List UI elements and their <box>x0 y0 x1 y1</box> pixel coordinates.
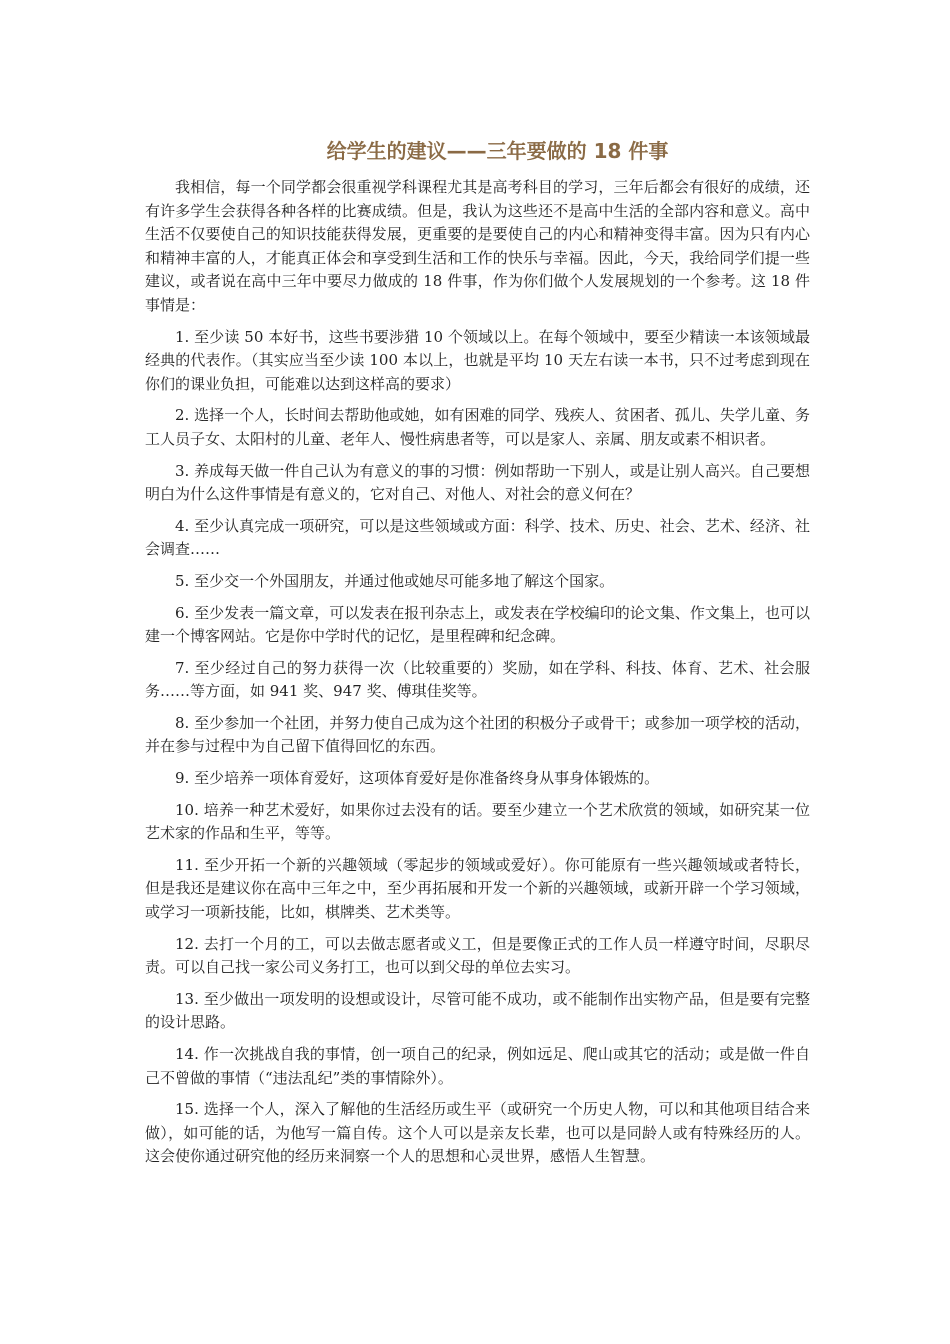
list-item: 10. 培养一种艺术爱好，如果你过去没有的话。要至少建立一个艺术欣赏的领域，如研究某一位艺术家的作品和生平，等等。 <box>145 800 810 843</box>
list-item: 2. 选择一个人，长时间去帮助他或她，如有困难的同学、残疾人、贫困者、孤儿、失学儿童、务工人员子女、太阳村的儿童、老年人、慢性病患者等，可以是家人、亲属、朋友或素不相识者。 <box>145 406 810 448</box>
items-list <box>145 326 810 1169</box>
list-item: 4. 至少认真完成一项研究，可以是这些领域或方面：科学、技术、历史、社会、艺术、经济、社会调查…… <box>145 516 810 559</box>
list-item: 3. 养成每天做一件自己认为有意义的事的习惯：例如帮助一下别人，或是让别人高兴。自己要想明白为什么这件事情是有意义的，它对自己、对他人、对社会的意义何在？ <box>145 461 810 504</box>
list-item: 6. 至少发表一篇文章，可以发表在报刊杂志上，或发表在学校编印的论文集、作文集上，也可以建一个博客网站。它是你中学时代的记忆，是里程碑和纪念碑。 <box>145 603 810 646</box>
list-item: 5. 至少交一个外国朋友，并通过他或她尽可能多地了解这个国家。 <box>175 571 615 590</box>
list-item: 9. 至少培养一项体育爱好，这项体育爱好是你准备终身从事身体锻炼的。 <box>175 769 660 788</box>
document-title: 给学生的建议——三年要做的 18 件事 <box>326 139 669 163</box>
list-item: 12. 去打一个月的工，可以去做志愿者或义工，但是要像正式的工作人员一样遵守时间，尽职尽责。可以自己找一家公司义务打工，也可以到父母的单位去实习。 <box>145 934 810 977</box>
list-item: 13. 至少做出一项发明的设想或设计，尽管可能不成功，或不能制作出实物产品，但是要有完整的设计思路。 <box>145 989 810 1032</box>
intro-paragraph: 我相信，每一个同学都会很重视学科课程尤其是高考科目的学习，三年后都会有很好的成绩，还有许多学生会获得各种各样的比赛成绩。但是，我认为这些还不是高中生活的全部内容和意义。高中生活不仅要使自己的知识技能获得发展，更重要的是要使自己的内心和精神变得丰富。因为只有内心和精神丰富的人，才能真正体会和享受到生活和工作的快乐与幸福。因此，今天，我给同学们提一些建议，或者说在高中三年中要尽力做成的 18 件事，作为你们做个人发展规划的一个参考。这 18 件事情是： <box>145 178 810 314</box>
list-item: 14. 作一次挑战自我的事情，创一项自己的纪录，例如远足、爬山或其它的活动；或是做一件自己不曾做的事情（“违法乱纪”类的事情除外）。 <box>145 1045 810 1087</box>
list-item: 8. 至少参加一个社团，并努力使自己成为这个社团的积极分子或骨干；或参加一项学校的活动，并在参与过程中为自己留下值得回忆的东西。 <box>145 713 810 756</box>
list-item: 11. 至少开拓一个新的兴趣领域（零起步的领域或爱好）。你可能原有一些兴趣领域或者特长，但是我还是建议你在高中三年之中，至少再拓展和开发一个新的兴趣领域，或新开辟一个学习领域，或学习一项新技能，比如，棋牌类、艺术类等。 <box>145 855 810 922</box>
list-item: 15. 选择一个人，深入了解他的生活经历或生平（或研究一个历史人物，可以和其他项目结合来做），如可能的话，为他写一篇自传。这个人可以是亲友长辈，也可以是同龄人或有特殊经历的人。这会使你通过研究他的经历来洞察一个人的思想和心灵世界，感悟人生智慧。 <box>145 1100 810 1166</box>
list-item: 1. 至少读 50 本好书，这些书要涉猎 10 个领域以上。在每个领域中，要至少精读一本该领域最经典的代表作。（其实应当至少读 100 本以上，也就是平均 10 天左右读一本书，只不过考虑到现在你们的课业负担，可能难以达到这样高的要求） <box>145 327 810 393</box>
list-item: 7. 至少经过自己的努力获得一次（比较重要的）奖励，如在学科、科技、体育、艺术、社会服务……等方面，如 941 奖、947 奖、傅琪佳奖等。 <box>145 658 810 701</box>
document-page <box>145 136 810 1177</box>
